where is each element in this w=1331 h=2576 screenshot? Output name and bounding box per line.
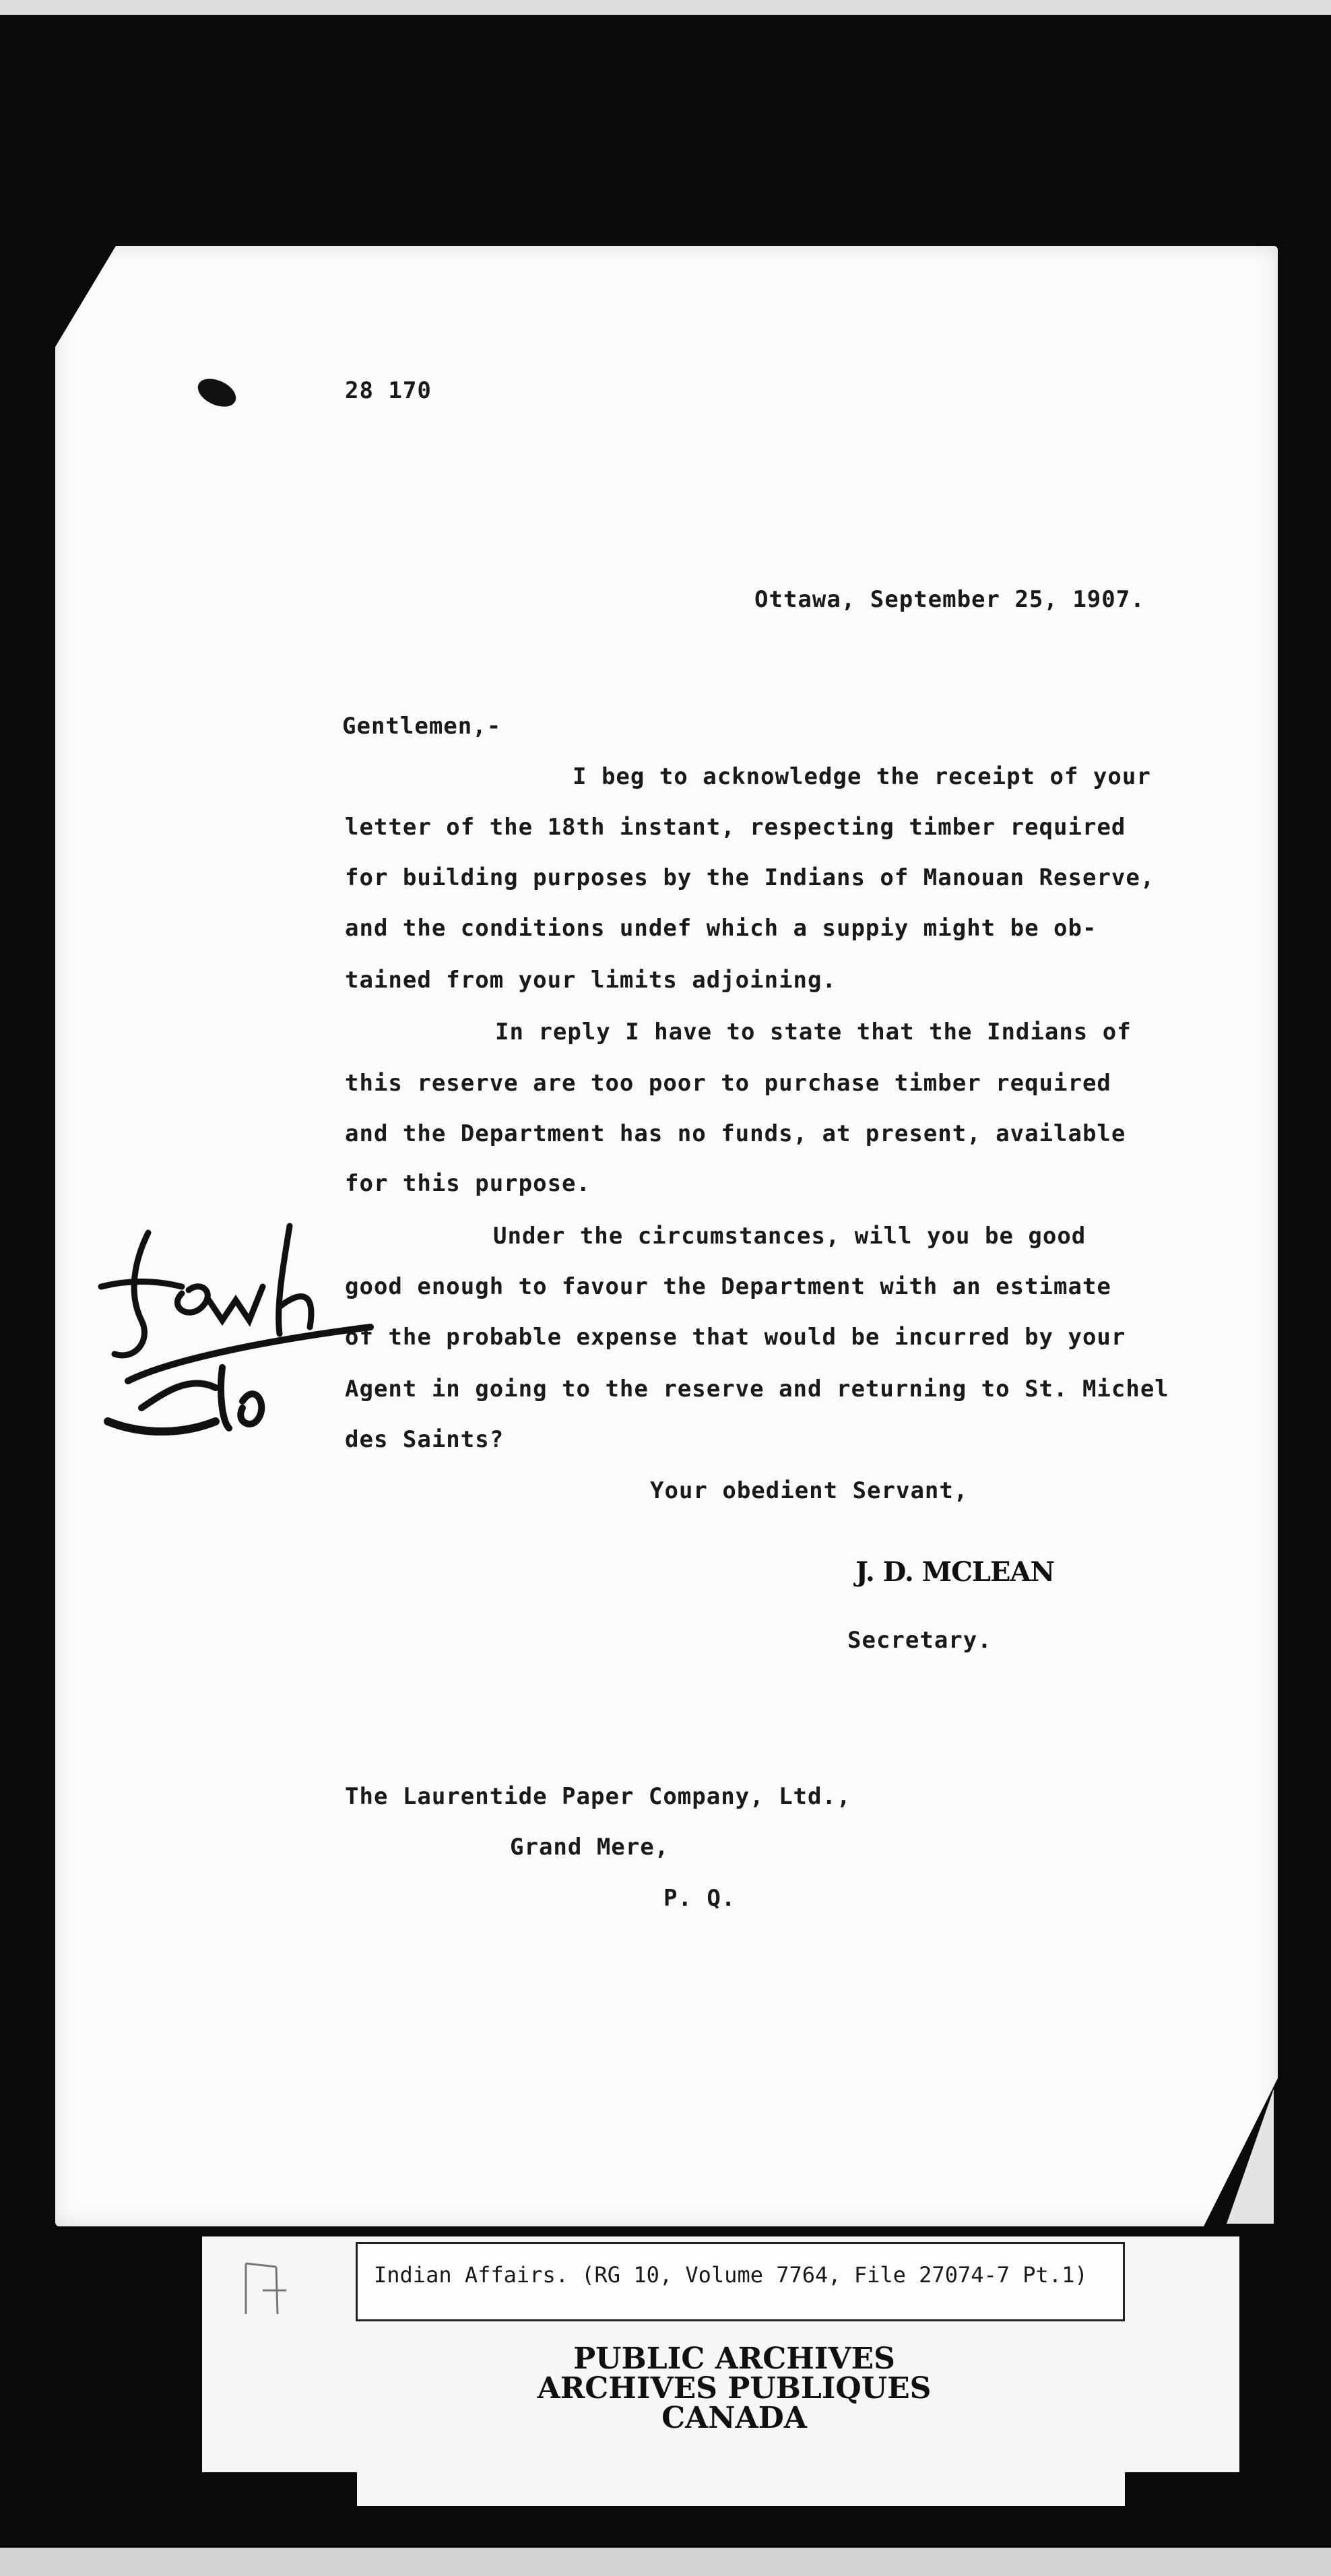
body-line: and the Department has no funds, at present, available: [345, 1120, 1126, 1147]
body-line: for this purpose.: [345, 1170, 591, 1197]
page-corner-torn: [55, 246, 116, 347]
body-line: of the probable expense that would be incurred by your: [345, 1324, 1126, 1351]
body-line: this reserve are too poor to purchase timber required: [345, 1070, 1111, 1097]
date-line: Ottawa, September 25, 1907.: [754, 586, 1145, 613]
archive-card-lower: [357, 2472, 1125, 2506]
body-line: In reply I have to state that the Indians of: [495, 1019, 1132, 1045]
body-line: and the conditions undef which a suppiy might be ob-: [345, 915, 1097, 942]
body-line: letter of the 18th instant, respecting timber required: [345, 814, 1126, 841]
body-line: tained from your limits adjoining.: [345, 967, 837, 994]
scan-bottom-edge: [0, 2548, 1331, 2576]
body-line: for building purposes by the Indians of Manouan Reserve,: [345, 864, 1155, 891]
body-line: des Saints?: [345, 1426, 505, 1453]
page-corner-flap: [1227, 2089, 1274, 2224]
signature-stamp: J. D. MCLEAN: [855, 1556, 1055, 1588]
margin-handwriting: [88, 1206, 377, 1462]
signatory-title: Secretary.: [847, 1627, 992, 1654]
scan-top-edge: [0, 0, 1331, 15]
address-line-company: The Laurentide Paper Company, Ltd.,: [345, 1783, 851, 1810]
body-line: good enough to favour the Department with an estimate: [345, 1273, 1111, 1300]
body-line: Under the circumstances, will you be good: [493, 1223, 1086, 1250]
archive-name-fr: ARCHIVES PUBLIQUES: [537, 2371, 932, 2406]
archive-name-en: PUBLIC ARCHIVES: [573, 2342, 895, 2376]
pencil-mark: [236, 2250, 303, 2324]
closing: Your obedient Servant,: [650, 1477, 969, 1504]
address-line-province: P. Q.: [663, 1885, 736, 1912]
archive-country: CANADA: [661, 2401, 807, 2435]
salutation: Gentlemen,-: [342, 713, 502, 740]
ink-blot: [193, 373, 240, 412]
file-number: 28 170: [345, 377, 432, 404]
archive-reference: Indian Affairs. (RG 10, Volume 7764, File 27074-7 Pt.1): [374, 2262, 1088, 2288]
body-line: I beg to acknowledge the receipt of your: [573, 763, 1151, 790]
body-line: Agent in going to the reserve and returning to St. Michel: [345, 1376, 1169, 1403]
address-line-city: Grand Mere,: [510, 1834, 670, 1861]
